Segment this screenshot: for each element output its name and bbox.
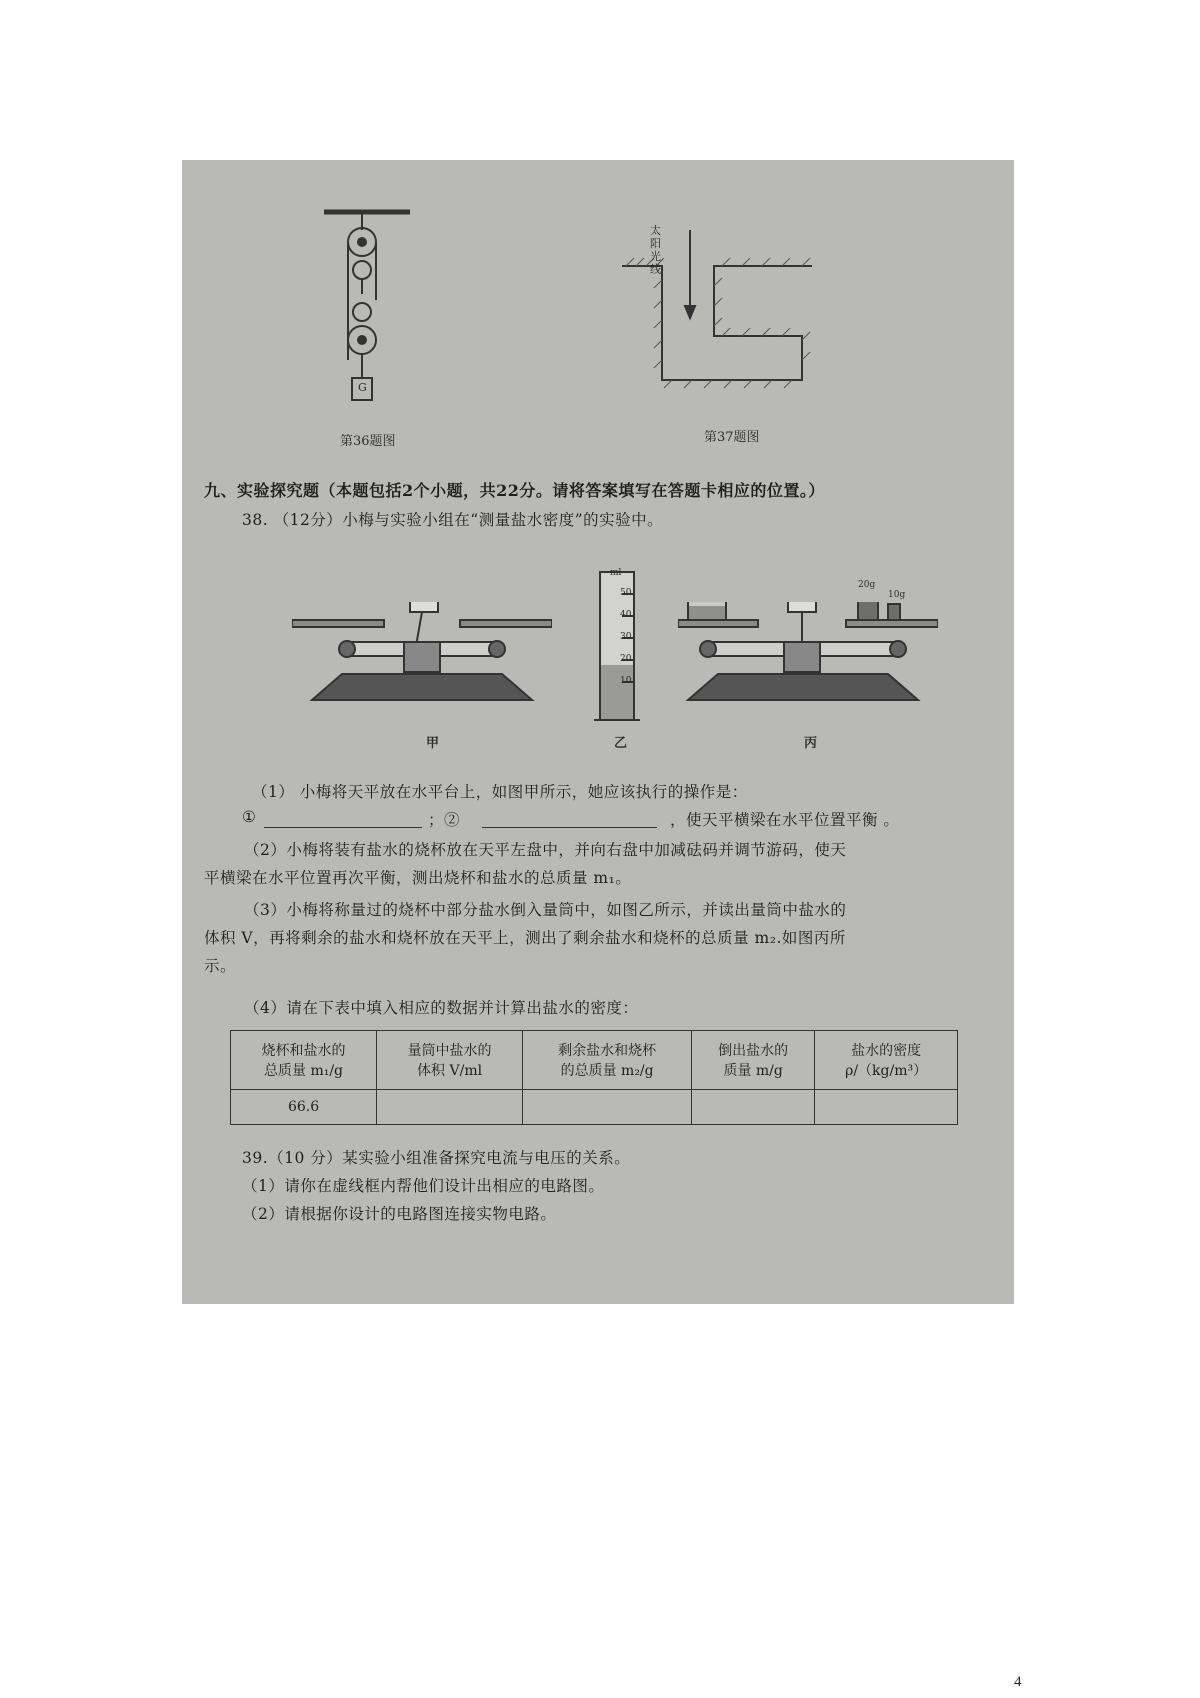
q38-step3-line1: （3）小梅将称量过的烧杯中部分盐水倒入量筒中，如图乙所示，并读出量筒中盐水的: [244, 901, 847, 919]
cylinder-tick-20: 20: [620, 654, 632, 664]
q38-answer-blank-2[interactable]: [482, 826, 657, 828]
cylinder-tick-30: 30: [620, 632, 632, 642]
question-38-intro: 38. （12分）小梅与实验小组在“测量盐水密度”的实验中。: [242, 511, 664, 529]
weight-20g-label: 20g: [858, 580, 876, 590]
salt-water-density-table: [230, 1030, 958, 1125]
table-header-cell: 盐水的密度 ρ/（kg/m³）: [815, 1031, 958, 1090]
q38-blank1-marker: ①: [242, 808, 257, 826]
cylinder-tick-50: 50: [620, 588, 632, 598]
section-9-heading: 九、实验探究题（本题包括2个小题，共22分。请将答案填写在答题卡相应的位置。）: [204, 481, 825, 500]
table-header-cell: 量筒中盐水的 体积 V/ml: [377, 1031, 523, 1090]
q38-blank2-marker: ；②: [428, 811, 461, 829]
q39-item1: （1）请你在虚线框内帮他们设计出相应的电路图。: [242, 1177, 605, 1195]
balance-scale-jia: [292, 602, 552, 712]
label-yi: 乙: [614, 736, 628, 751]
table-cell-density[interactable]: [815, 1090, 958, 1125]
table-header-cell: 烧杯和盐水的 总质量 m₁/g: [231, 1031, 377, 1090]
figure-37-caption: 第37题图: [704, 430, 760, 445]
figure-36-caption: 第36题图: [340, 434, 396, 449]
figure-37-light-label: 太阳光线: [650, 224, 661, 276]
page-number: 4: [1014, 1674, 1022, 1690]
q38-step2-line2: 平横梁在水平位置再次平衡，测出烧杯和盐水的总质量 m₁。: [204, 869, 632, 887]
q38-step3-line2: 体积 V，再将剩余的盐水和烧杯放在天平上，测出了剩余盐水和烧杯的总质量 m₂.如图丙所: [204, 929, 846, 947]
question-39-intro: 39.（10 分）某实验小组准备探究电流与电压的关系。: [242, 1149, 631, 1167]
figure-36-pulley-diagram: [322, 200, 412, 425]
cylinder-tick-40: 40: [620, 610, 632, 620]
table-row: [231, 1090, 958, 1125]
table-header-cell: 倒出盐水的 质量 m/g: [692, 1031, 815, 1090]
table-cell-volume[interactable]: [377, 1090, 523, 1125]
q38-step4: （4）请在下表中填入相应的数据并计算出盐水的密度：: [244, 999, 639, 1017]
q38-step3-line3: 示。: [204, 957, 237, 975]
q38-answer-blank-1[interactable]: [264, 826, 422, 828]
label-jia: 甲: [426, 736, 440, 751]
cylinder-unit: ml: [610, 568, 622, 578]
q38-step1-end: ，使天平横梁在水平位置平衡 。: [670, 811, 900, 829]
q38-step1: （1） 小梅将天平放在水平台上，如图甲所示，她应该执行的操作是：: [252, 783, 748, 801]
table-cell-m2[interactable]: [523, 1090, 692, 1125]
table-cell-mass[interactable]: [692, 1090, 815, 1125]
weight-10g-label: 10g: [888, 590, 906, 600]
q38-step2-line1: （2）小梅将装有盐水的烧杯放在天平左盘中，并向右盘中加减砝码并调节游码，使天: [244, 841, 847, 859]
q39-item2: （2）请根据你设计的电路图连接实物电路。: [242, 1205, 557, 1223]
label-bing: 丙: [804, 736, 818, 751]
table-header-cell: 剩余盐水和烧杯 的总质量 m₂/g: [523, 1031, 692, 1090]
table-cell-m1: 66.6: [231, 1090, 377, 1125]
scanned-exam-photo: [182, 160, 1014, 1304]
cylinder-tick-10: 10: [620, 676, 632, 686]
figure-36-block-label: G: [358, 381, 367, 394]
table-header-row: [231, 1031, 958, 1090]
balance-scale-bing: [678, 602, 938, 712]
